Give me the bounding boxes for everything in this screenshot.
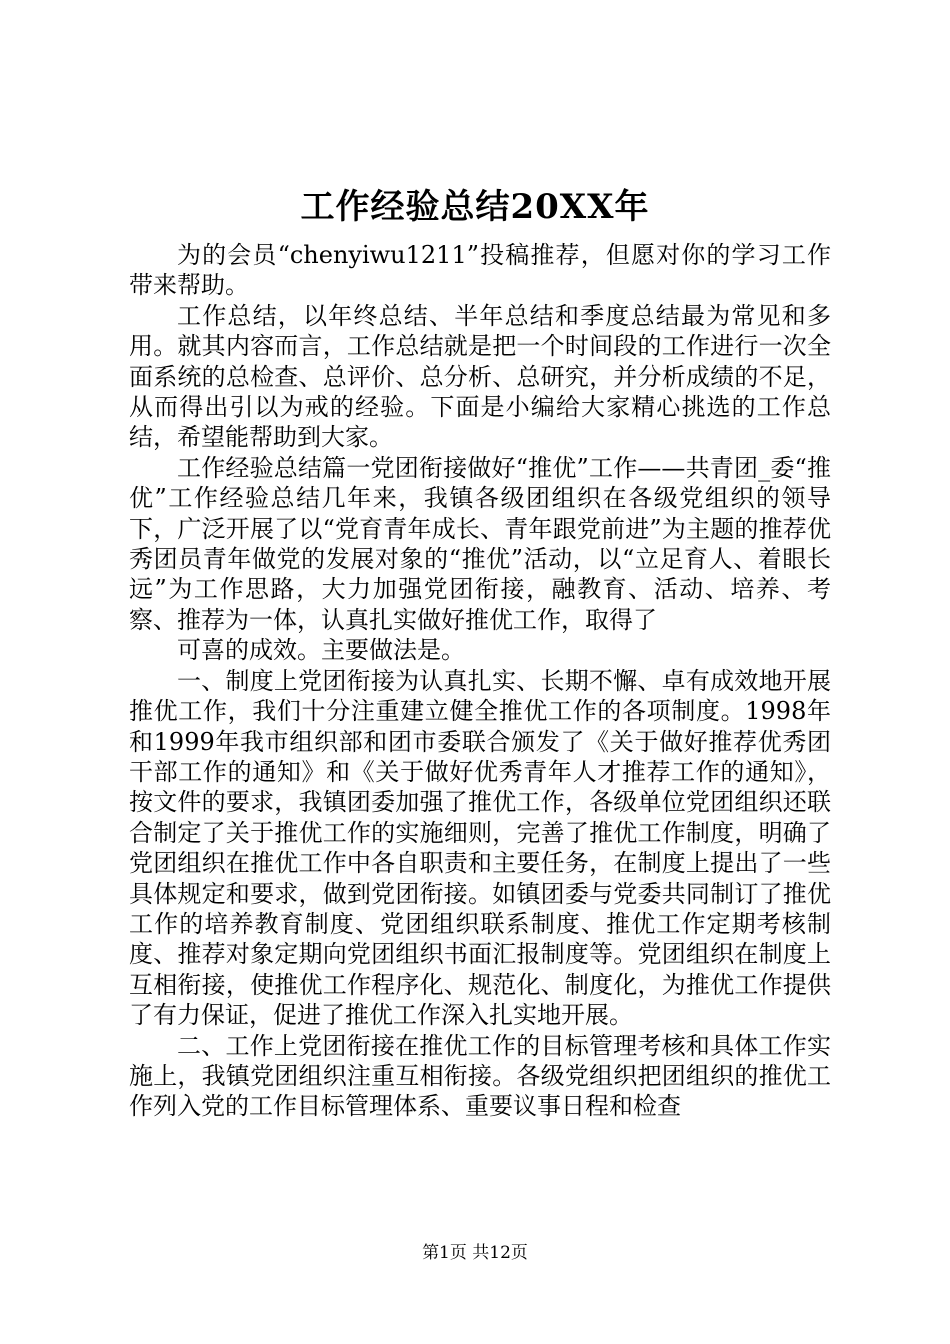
paragraph-section-two: 二、工作上党团衔接在推优工作的目标管理考核和具体工作实施上，我镇党团组织注重互相衔接。各级党组织把团组织的推优工作列入党的工作目标管理体系、重要议事日程和检查: [129, 1031, 831, 1121]
paragraph-section-one: 一、制度上党团衔接为认真扎实、长期不懈、卓有成效地开展推优工作，我们十分注重建立健全推优工作的各项制度。1998年和1999年我市组织部和团市委联合颁发了《关于做好推荐优秀团干部工作的通知》和《关于做好优秀青年人才推荐工作的通知》，按文件的要求，我镇团委加强了推优工作，各级单位党团组织还联合制定了关于推优工作的实施细则，完善了推优工作制度，明确了党团组织在推优工作中各自职责和主要任务，在制度上提出了一些具体规定和要求，做到党团衔接。如镇团委与党委共同制订了推优工作的培养教育制度、党团组织联系制度、推优工作定期考核制度、推荐对象定期向党团组织书面汇报制度等。党团组织在制度上互相衔接，使推优工作程序化、规范化、制度化，为推优工作提供了有力保证，促进了推优工作深入扎实地开展。: [129, 666, 831, 1030]
page-number: 第1页 共12页: [422, 1243, 528, 1263]
document-body: [129, 240, 831, 1122]
paragraph-intro: 为的会员“chenyiwu1211”投稿推荐，但愿对你的学习工作带来帮助。: [129, 241, 831, 300]
paragraph-article-one: 工作经验总结篇一党团衔接做好“推优”工作——共青团_委“推优”工作经验总结几年来，我镇各级团组织在各级党组织的领导下，广泛开展了以“党育青年成长、青年跟党前进”为主题的推荐优秀团员青年做党的发展对象的“推优”活动，以“立足育人、着眼长远”为工作思路，大力加强党团衔接，融教育、活动、培养、考察、推荐为一体，认真扎实做好推优工作，取得了: [129, 453, 831, 634]
document-title: 工作经验总结20XX年: [300, 187, 650, 227]
paragraph-practice: 可喜的成效。主要做法是。: [177, 636, 465, 665]
paragraph-summary-definition: 工作总结，以年终总结、半年总结和季度总结最为常见和多用。就其内容而言，工作总结就是把一个时间段的工作进行一次全面系统的总检查、总评价、总分析、总研究，并分析成绩的不足，从而得出引以为戒的经验。下面是小编给大家精心挑选的工作总结，希望能帮助到大家。: [129, 301, 831, 452]
